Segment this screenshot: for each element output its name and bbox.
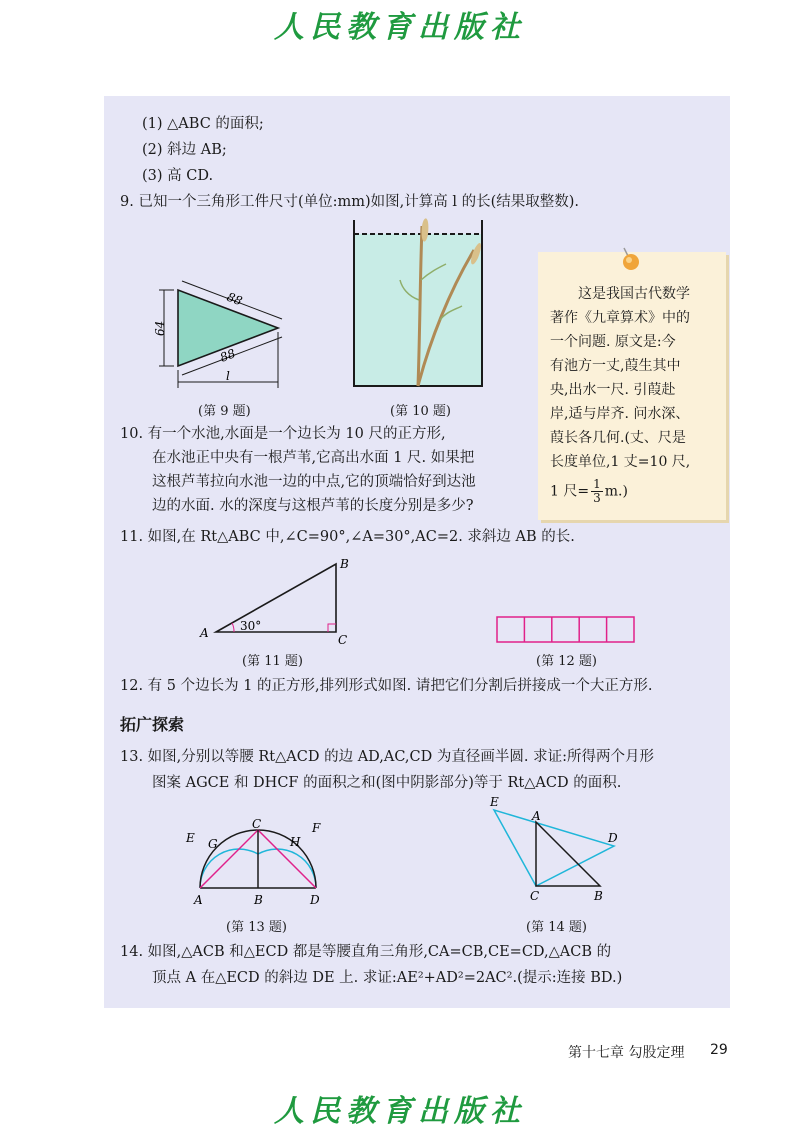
fig14-label-E: E <box>490 795 499 809</box>
fraction-numerator: 1 <box>593 477 601 491</box>
note-line-7: 葭长各几何.(丈、尺是 <box>550 430 686 446</box>
fig13-label-C: C <box>252 817 262 831</box>
fig13-label-E: E <box>186 831 195 845</box>
caption-fig11: (第 11 题) <box>242 654 303 669</box>
figure-14-triangles <box>484 795 624 908</box>
fig13-label-A: A <box>194 893 203 907</box>
figure-10-pool <box>350 220 490 390</box>
q10-line1: 10. 有一个水池,水面是一个边长为 10 尺的正方形, <box>120 426 446 442</box>
section-title: 拓广探索 <box>120 715 185 734</box>
fig14-label-B: B <box>594 889 603 903</box>
fig11-label-angle: 30° <box>240 619 262 633</box>
page-number: 29 <box>710 1042 728 1058</box>
note-line-4: 有池方一丈,葭生其中 <box>550 358 681 374</box>
q8-part1: (1) △ABC 的面积; <box>142 116 264 132</box>
fig13-label-H: H <box>290 835 301 849</box>
publisher-logo-top: 人民教育出版社 <box>274 10 526 45</box>
note-line-9-prefix: 1 尺= <box>550 483 590 500</box>
q14-line1: 14. 如图,△ACB 和△ECD 都是等腰直角三角形,CA=CB,CE=CD,△ACB 的 <box>120 944 612 960</box>
caption-fig13: (第 13 题) <box>226 920 287 935</box>
figure-12-squares <box>496 616 636 644</box>
note-line-3: 一个问题. 原文是:今 <box>550 334 676 350</box>
note-line-9 <box>550 478 716 505</box>
note-line-6: 岸,适与岸齐. 问水深、 <box>550 406 690 422</box>
side-note-text <box>550 282 716 505</box>
q12-text: 12. 有 5 个边长为 1 的正方形,排列形式如图. 请把它们分割后拼接成一个大正方形. <box>120 678 653 694</box>
side-note <box>538 252 726 520</box>
q14-line2: 顶点 A 在△ECD 的斜边 DE 上. 求证:AE²+AD²=2AC².(提示:连接 BD.) <box>152 970 623 986</box>
q8-part3: (3) 高 CD. <box>142 168 214 184</box>
note-line-5: 央,出水一尺. 引葭赴 <box>550 382 676 398</box>
figure-13-lunes <box>180 816 340 908</box>
fraction-one-third <box>591 478 603 505</box>
q9-text: 9. 已知一个三角形工件尺寸(单位:mm)如图,计算高 l 的长(结果取整数). <box>120 194 580 210</box>
fig9-label-88-top: 88 <box>224 289 245 309</box>
fig13-label-B: B <box>254 893 263 907</box>
chapter-title: 第十七章 勾股定理 <box>568 1045 685 1061</box>
note-line-1: 这是我国古代数学 <box>578 286 690 302</box>
fig14-label-C: C <box>530 889 540 903</box>
q13-line1: 13. 如图,分别以等腰 Rt△ACD 的边 AD,AC,CD 为直径画半圆. 求证:所得两个月形 <box>120 749 654 765</box>
fig9-label-64: 64 <box>153 320 167 336</box>
figure-11-triangle <box>196 556 356 646</box>
fig9-label-88-bottom: 88 <box>218 346 238 365</box>
fig13-label-F: F <box>312 821 321 835</box>
q13-line2: 图案 AGCE 和 DHCF 的面积之和(图中阴影部分)等于 Rt△ACD 的面积. <box>152 775 622 791</box>
q10-line4: 边的水面. 水的深度与这根芦苇的长度分别是多少? <box>152 498 474 514</box>
fig13-label-D: D <box>310 893 320 907</box>
note-line-9-suffix: m.) <box>604 483 628 500</box>
q11-text: 11. 如图,在 Rt△ABC 中,∠C=90°,∠A=30°,AC=2. 求斜边 AB 的长. <box>120 529 575 545</box>
q10-line3: 这根芦苇拉向水池一边的中点,它的顶端恰好到达池 <box>152 474 476 490</box>
fig14-label-A: A <box>532 809 541 823</box>
caption-fig10: (第 10 题) <box>390 404 451 419</box>
note-line-8: 长度单位,1 丈=10 尺, <box>550 454 691 470</box>
fig11-label-C: C <box>338 633 348 647</box>
caption-fig14: (第 14 题) <box>526 920 587 935</box>
fig9-label-l: l <box>226 369 230 383</box>
fig11-label-B: B <box>340 557 349 571</box>
q10-line2: 在水池正中央有一根芦苇,它高出水面 1 尺. 如果把 <box>152 450 475 466</box>
figure-9-triangle <box>150 280 290 392</box>
fig13-label-G: G <box>208 837 218 851</box>
q8-part2: (2) 斜边 AB; <box>142 142 227 158</box>
publisher-logo-bottom: 人民教育出版社 <box>274 1094 526 1129</box>
pin-icon <box>618 246 642 274</box>
note-line-2: 著作《九章算术》中的 <box>550 310 690 326</box>
fig11-label-A: A <box>200 626 209 640</box>
fraction-denominator: 3 <box>593 491 601 505</box>
fig14-label-D: D <box>608 831 618 845</box>
caption-fig12: (第 12 题) <box>536 654 597 669</box>
caption-fig9: (第 9 题) <box>198 404 251 419</box>
